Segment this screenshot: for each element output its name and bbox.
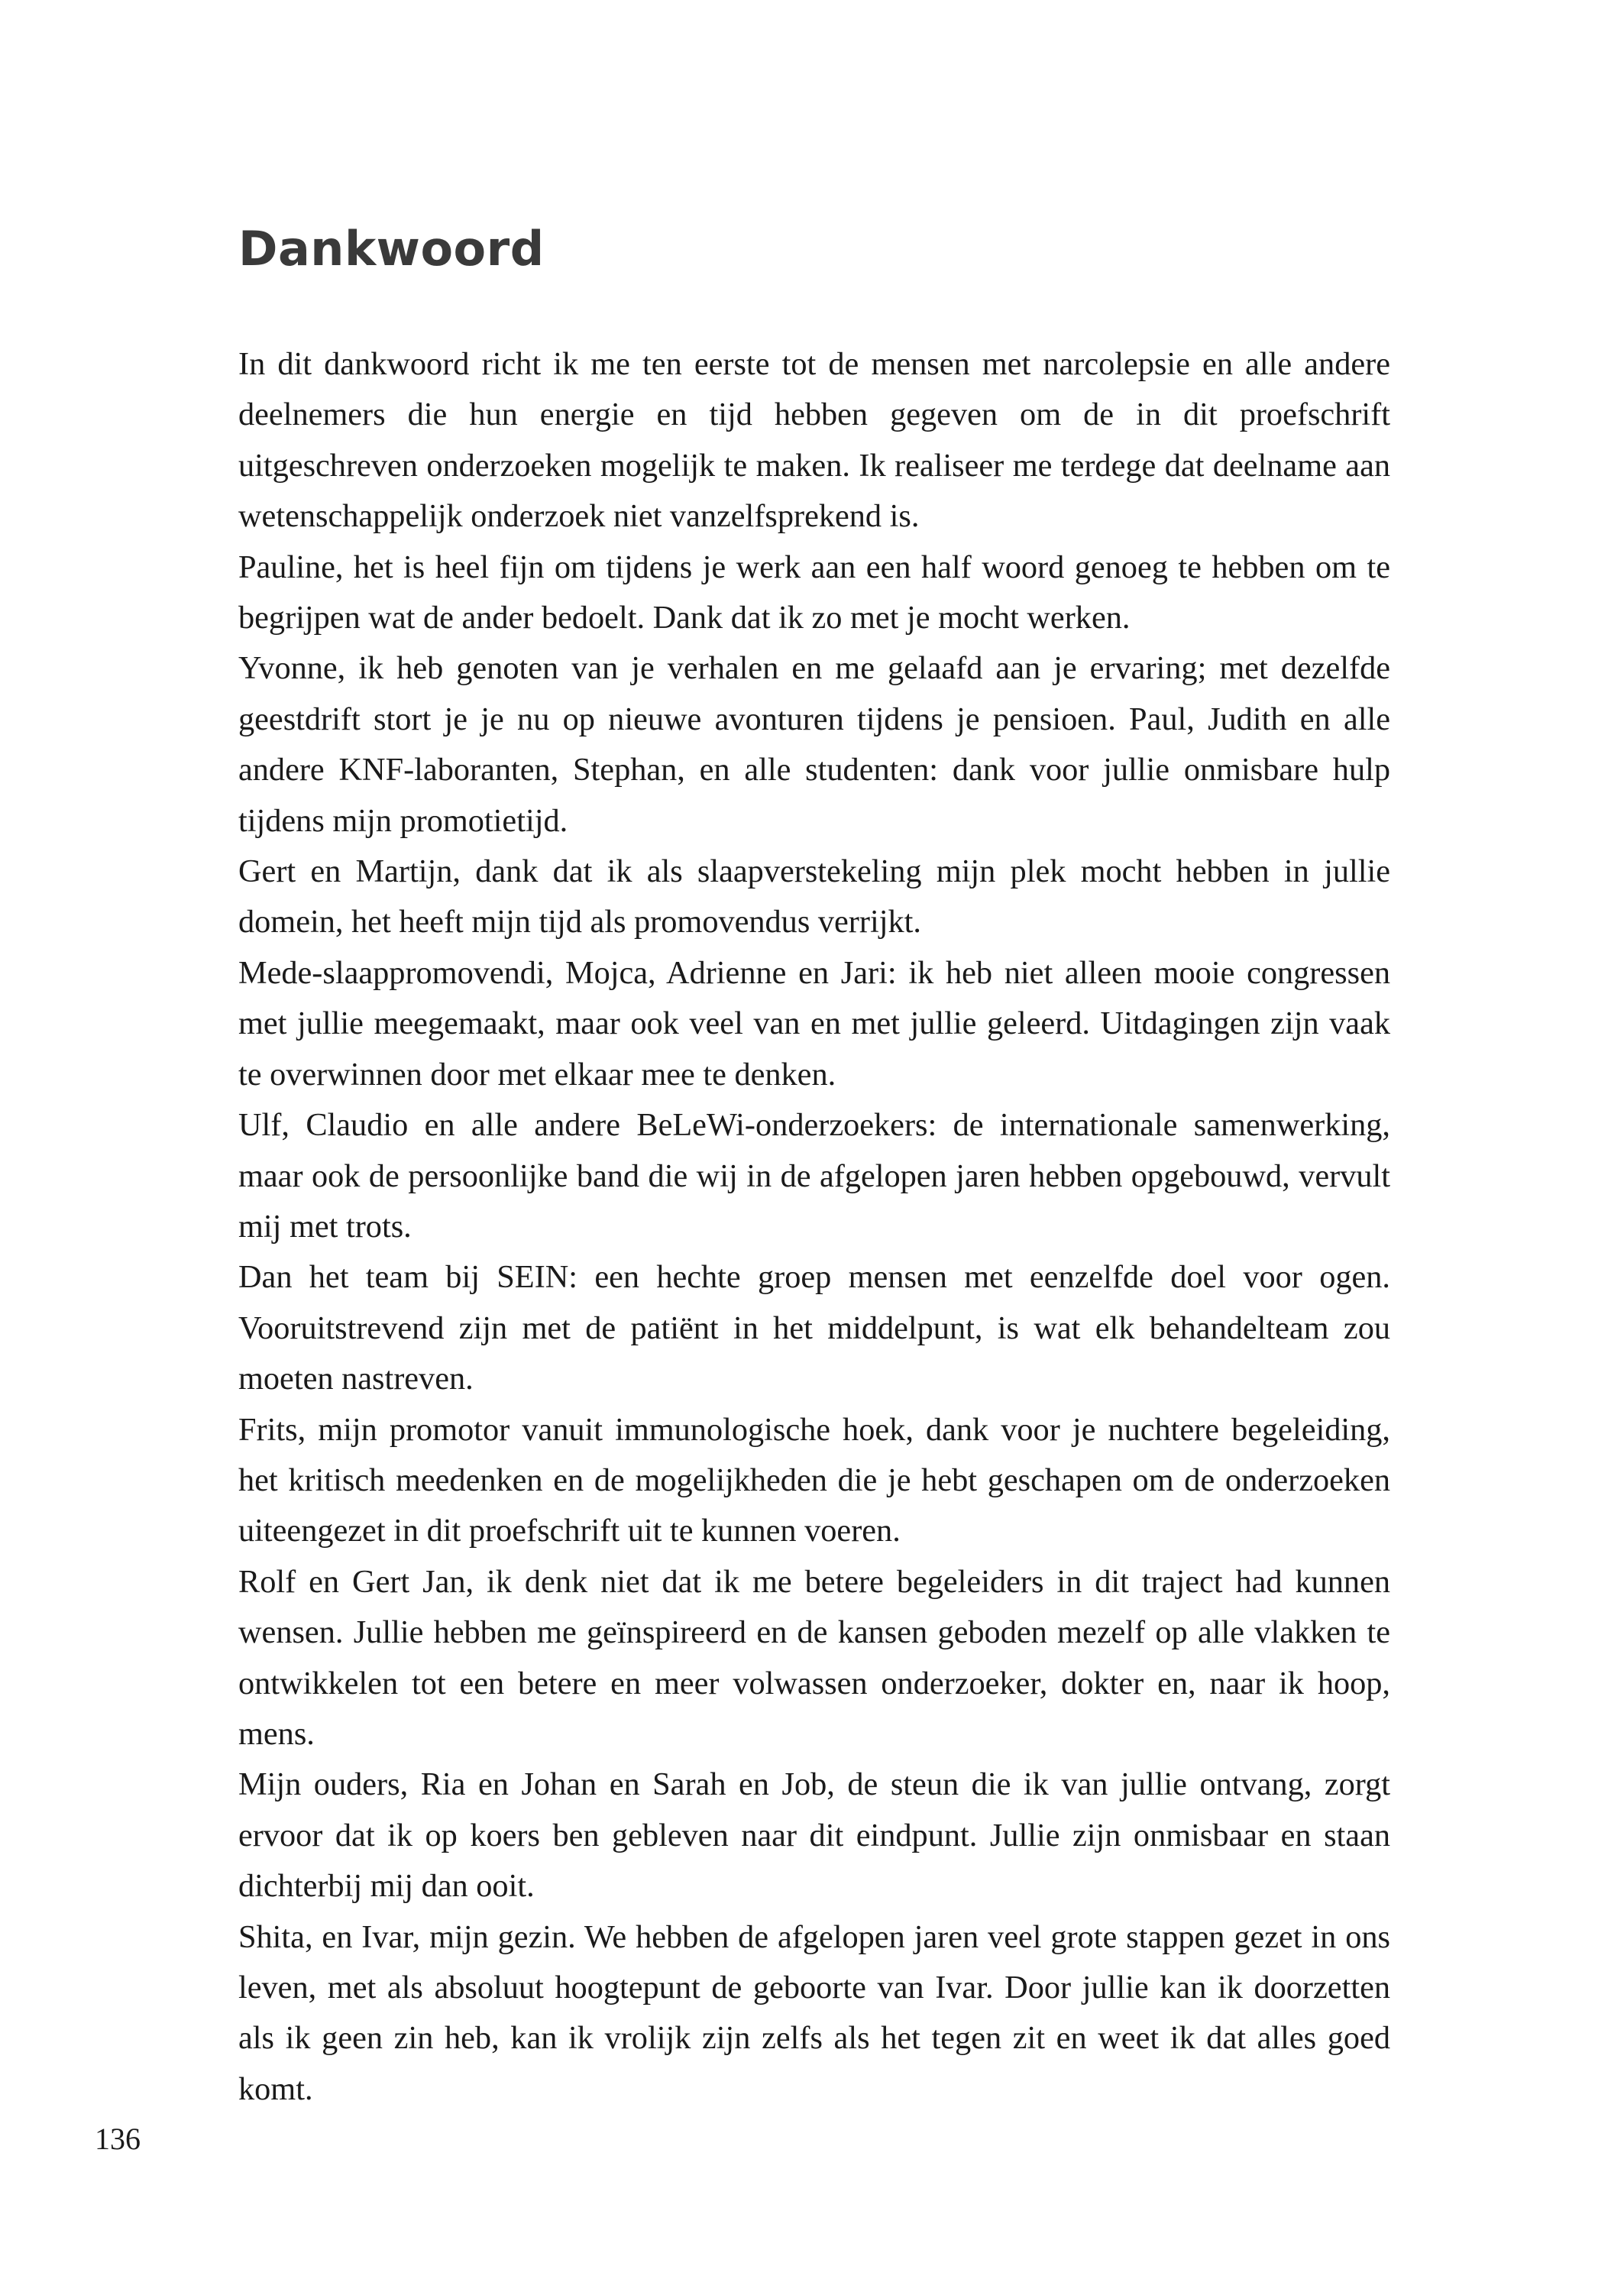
paragraph-belewi: Ulf, Claudio en alle andere BeLeWi-onderzoekers: de internationale samenwerking, maar ook de persoonlijke band die wij in de afgelopen jaren hebben opgebouwd, vervult mij met trots. <box>238 1107 1390 1245</box>
paragraph-pauline: Pauline, het is heel fijn om tijdens je werk aan een half woord genoeg te hebben om te begrijpen wat de ander bedoelt. Dank dat ik zo met je mocht werken. <box>238 549 1390 636</box>
body-text <box>238 339 1390 2115</box>
paragraph-gert-martijn: Gert en Martijn, dank dat ik als slaapverstekeling mijn plek mocht hebben in jullie domein, het heeft mijn tijd als promovendus verrijkt. <box>238 853 1390 940</box>
paragraph-frits: Frits, mijn promotor vanuit immunologische hoek, dank voor je nuchtere begeleiding, het kritisch meedenken en de mogelijkheden die je hebt geschapen om de onderzoeken uiteengezet in dit proefschrift uit te kunnen voeren. <box>238 1411 1390 1549</box>
paragraph-slaappromovendi: Mede-slaappromovendi, Mojca, Adrienne en Jari: ik heb niet alleen mooie congressen met jullie meegemaakt, maar ook veel van en met jullie geleerd. Uitdagingen zijn vaak te overwinnen door met elkaar mee te denken. <box>238 954 1390 1093</box>
page-number: 136 <box>95 2122 141 2156</box>
paragraph-yvonne: Yvonne, ik heb genoten van je verhalen en me gelaafd aan je ervaring; met dezelfde geestdrift stort je je nu op nieuwe avonturen tijdens je pensioen. Paul, Judith en alle andere KNF-laboranten, Stephan, en alle studenten: dank voor jullie onmisbare hulp tijdens mijn promotietijd. <box>238 650 1390 839</box>
paragraph-rolf-gert-jan: Rolf en Gert Jan, ik denk niet dat ik me betere begeleiders in dit traject had kunnen wensen. Jullie hebben me geïnspireerd en de kansen geboden mezelf op alle vlakken te ontwikkelen tot een betere en meer volwassen onderzoeker, dokter en, naar ik hoop, mens. <box>238 1563 1390 1752</box>
paragraph-gezin: Shita, en Ivar, mijn gezin. We hebben de afgelopen jaren veel grote stappen gezet in ons leven, met als absoluut hoogtepunt de geboorte van Ivar. Door jullie kan ik doorzetten als ik geen zin heb, kan ik vrolijk zijn zelfs als het tegen zit en weet ik dat alles goed komt. <box>238 1918 1390 2107</box>
paragraph-ouders: Mijn ouders, Ria en Johan en Sarah en Job, de steun die ik van jullie ontvang, zorgt ervoor dat ik op koers ben gebleven naar dit eindpunt. Jullie zijn onmisbaar en staan dichterbij mij dan ooit. <box>238 1766 1390 1905</box>
paragraph-intro: In dit dankwoord richt ik me ten eerste tot de mensen met narcolepsie en alle andere deelnemers die hun energie en tijd hebben gegeven om de in dit proefschrift uitgeschreven onderzoeken mogelijk te maken. Ik realiseer me terdege dat deelname aan wetenschappelijk onderzoek niet vanzelfsprekend is. <box>238 346 1390 535</box>
page-title: Dankwoord <box>238 221 545 277</box>
paragraph-sein: Dan het team bij SEIN: een hechte groep mensen met eenzelfde doel voor ogen. Vooruitstrevend zijn met de patiënt in het middelpunt, is wat elk behandelteam zou moeten nastreven. <box>238 1259 1390 1397</box>
